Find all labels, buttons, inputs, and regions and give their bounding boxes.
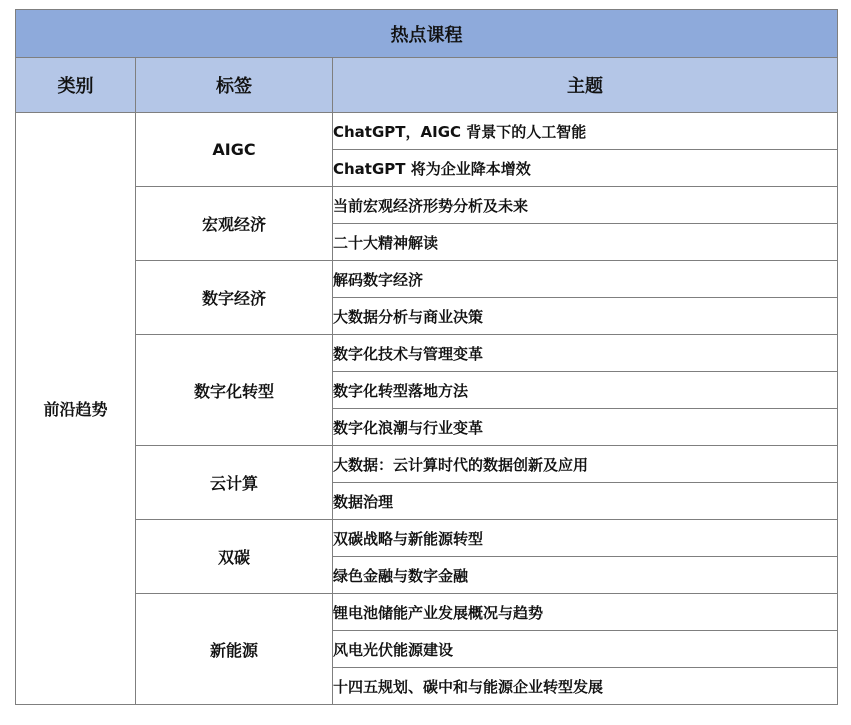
- topic-cell: 大数据分析与商业决策: [333, 298, 838, 335]
- topic-cell: 数据治理: [333, 483, 838, 520]
- topic-cell: 锂电池储能产业发展概况与趋势: [333, 594, 838, 631]
- topic-cell: 解码数字经济: [333, 261, 838, 298]
- topic-cell: 二十大精神解读: [333, 224, 838, 261]
- topic-cell: 当前宏观经济形势分析及未来: [333, 187, 838, 224]
- table-row: [16, 187, 838, 224]
- header-category: 类别: [16, 58, 136, 113]
- topic-cell: 双碳战略与新能源转型: [333, 520, 838, 557]
- tag-cell: 新能源: [136, 594, 333, 705]
- tag-cell: 双碳: [136, 520, 333, 594]
- hot-courses-table-container: [15, 9, 838, 705]
- table-row: [16, 261, 838, 298]
- topic-cell: 绿色金融与数字金融: [333, 557, 838, 594]
- topic-cell: ChatGPT 将为企业降本增效: [333, 150, 838, 187]
- table-row: [16, 113, 838, 150]
- tag-cell: 数字化转型: [136, 335, 333, 446]
- topic-cell: ChatGPT，AIGC 背景下的人工智能: [333, 113, 838, 150]
- topic-cell: 数字化转型落地方法: [333, 372, 838, 409]
- topic-cell: 数字化技术与管理变革: [333, 335, 838, 372]
- category-cell: 前沿趋势: [16, 113, 136, 705]
- tag-cell: 云计算: [136, 446, 333, 520]
- table-row: [16, 335, 838, 372]
- topic-cell: 大数据：云计算时代的数据创新及应用: [333, 446, 838, 483]
- tag-cell: 数字经济: [136, 261, 333, 335]
- table-title: 热点课程: [16, 10, 838, 58]
- column-header-row: [16, 58, 838, 113]
- topic-cell: 十四五规划、碳中和与能源企业转型发展: [333, 668, 838, 705]
- table-title-row: [16, 10, 838, 58]
- topic-cell: 风电光伏能源建设: [333, 631, 838, 668]
- topic-cell: 数字化浪潮与行业变革: [333, 409, 838, 446]
- hot-courses-table: [15, 9, 838, 705]
- header-tag: 标签: [136, 58, 333, 113]
- table-row: [16, 446, 838, 483]
- table-row: [16, 520, 838, 557]
- table-row: [16, 594, 838, 631]
- tag-cell: AIGC: [136, 113, 333, 187]
- header-topic: 主题: [333, 58, 838, 113]
- tag-cell: 宏观经济: [136, 187, 333, 261]
